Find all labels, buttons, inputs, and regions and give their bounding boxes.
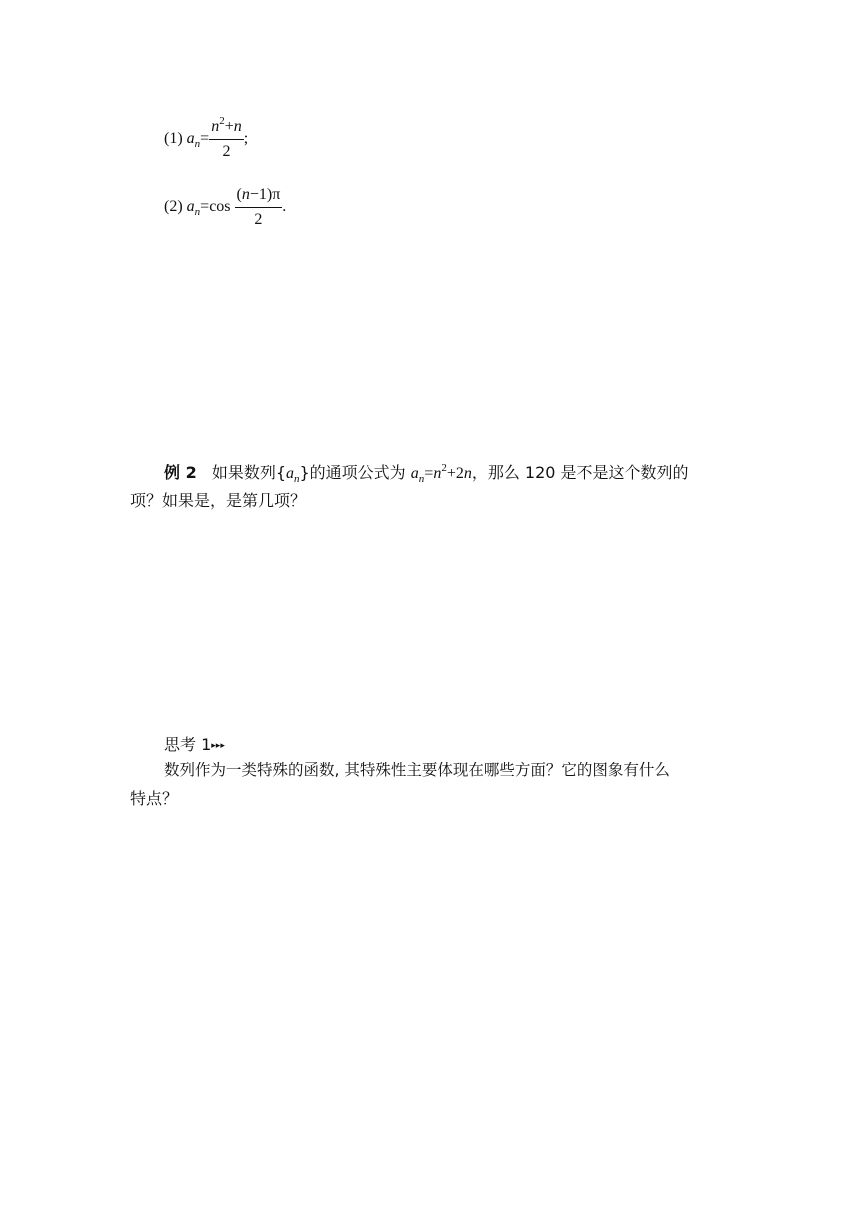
example-2-plus: +2 [446,465,464,482]
formula-2-numerator [235,186,283,208]
formula-1-numerator [209,115,244,140]
formula-1-fraction [209,115,244,161]
formula-2 [164,186,286,229]
example-2-n1: n [433,465,442,482]
formula-2-fraction [235,186,283,229]
example-2-text-c: ，那么 120 是不是这个数列的 [471,463,689,482]
formula-1-num-plus: + [224,118,234,135]
think-1-line-2: 特点？ [130,789,179,808]
formula-2-num-rest: −1)π [249,186,281,203]
formula-2-lhs-sub: n [194,206,201,219]
formula-1-lhs: a [186,130,195,148]
formula-1-label: (1) [164,130,183,148]
example-2-var-b-sub: n [418,473,425,485]
formula-1-denominator: 2 [222,143,231,160]
example-2-label: 例 2 [164,463,197,482]
formula-1-tail: ; [243,130,249,148]
example-2-var-a: a [286,465,294,482]
formula-2-label: (2) [164,198,183,216]
formula-2-denominator: 2 [254,211,263,228]
formula-2-tail: . [282,198,287,216]
example-2-line-2: 项？如果是，是第几项？ [130,491,307,510]
example-2-var-b: a [410,465,419,482]
example-2-text-b: }的通项公式为 [299,463,411,482]
formula-1-num-exp: 2 [219,115,225,127]
think-1-heading [164,732,225,755]
formula-2-eq: = [200,198,210,216]
formula-2-num-open: ( [236,186,242,203]
example-2-n2: n [463,465,472,482]
think-1-line-1: 数列作为一类特殊的函数, 其特殊性主要体现在哪些方面？它的图象有什么 [164,761,670,779]
example-2-eq: = [424,465,434,482]
example-2-text-a: 如果数列{ [211,463,286,482]
formula-1-lhs-sub: n [194,138,201,151]
formula-1-num-var2: n [233,118,242,135]
formula-2-lhs: a [186,198,195,216]
formula-1-num-var: n [211,118,220,135]
think-1-title: 思考 1 [164,735,212,754]
example-2-line-1 [164,460,689,483]
formula-2-func: cos [209,198,231,216]
example-2-var-a-sub: n [294,473,300,485]
formula-1 [164,115,249,161]
formula-1-eq: = [200,130,210,148]
example-2-exp: 2 [441,462,447,474]
formula-2-num-var: n [241,186,250,203]
triple-arrow-icon: ▸▸▸ [211,741,225,751]
